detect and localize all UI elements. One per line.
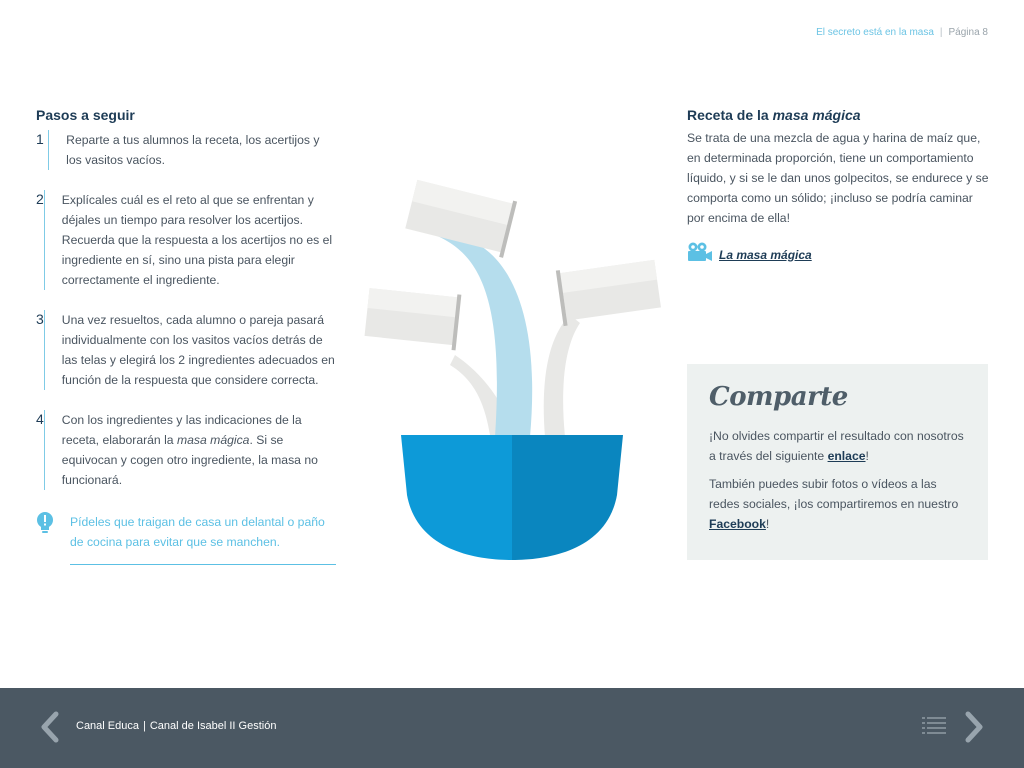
chevron-left-icon: [36, 710, 66, 744]
recipe-title-text: Receta de la: [687, 107, 773, 123]
bowl-illustration: [355, 175, 675, 565]
next-page-button[interactable]: [958, 710, 988, 744]
step-1: [36, 130, 336, 170]
share-box: [687, 364, 988, 560]
index-list-icon[interactable]: [922, 716, 946, 736]
previous-page-button[interactable]: [36, 710, 66, 744]
step-number: 1: [36, 131, 44, 147]
brand-canal-educa: Canal Educa: [76, 720, 139, 732]
lightbulb-icon: [36, 512, 70, 565]
step-text: Reparte a tus alumnos la receta, los acertijos y los vasitos vacíos.: [48, 130, 336, 170]
video-camera-icon: [687, 242, 713, 267]
share-text-part: También puedes subir fotos o vídeos a las redes sociales, ¡los compartiremos en nuestro: [709, 477, 959, 511]
share-paragraph-1: [709, 426, 966, 466]
recipe-title-emphasis: masa mágica: [772, 107, 861, 123]
step-4: [36, 410, 336, 490]
tip-text: Pídeles que traigan de casa un delantal o paño de cocina para evitar que se manchen.: [70, 512, 336, 565]
share-text-part: ¡No olvides compartir el resultado con nosotros a través del siguiente: [709, 429, 964, 463]
document-title: El secreto está en la masa: [816, 27, 934, 38]
footer-bar: [0, 688, 1024, 768]
step-text: Una vez resueltos, cada alumno o pareja pasará individualmente con los vasitos vacíos detrás de las telas y elegirá los 2 ingredientes adecuados en función de la respuesta que considere correcta.: [44, 310, 336, 390]
brand-separator: |: [143, 720, 146, 732]
tip-note: [36, 512, 336, 565]
step-2: [36, 190, 336, 290]
share-title: Comparte: [709, 382, 848, 412]
share-link[interactable]: enlace: [827, 449, 866, 463]
page-header: [816, 27, 988, 38]
video-link[interactable]: [687, 242, 992, 267]
facebook-link[interactable]: Facebook: [709, 517, 766, 531]
recipe-title: [687, 106, 992, 124]
chevron-right-icon: [958, 710, 988, 744]
step-number: 2: [36, 191, 44, 207]
step-text: Explícales cuál es el reto al que se enfrentan y déjales un tiempo para resolver los acertijos. Recuerda que la respuesta a los acertijos no es el ingrediente en sí, sino una pista para elegir correctamente el ingrediente.: [44, 190, 336, 290]
footer-brand: [76, 720, 276, 732]
share-text-part: !: [765, 517, 770, 531]
video-link-label[interactable]: La masa mágica: [719, 247, 812, 262]
share-paragraph-2: [709, 474, 966, 534]
step-text-emphasis: masa mágica: [176, 433, 250, 447]
recipe-section: [687, 106, 992, 267]
step-number: 4: [36, 411, 44, 427]
brand-canal-isabel: Canal de Isabel II Gestión: [149, 720, 277, 732]
header-separator: |: [939, 27, 943, 38]
share-text-part: !: [865, 449, 869, 463]
step-text: [44, 410, 336, 490]
step-number: 3: [36, 311, 44, 327]
step-3: [36, 310, 336, 390]
steps-section: [36, 106, 336, 565]
page-number: Página 8: [948, 27, 988, 38]
step-text-part: Con los ingredientes y las indicaciones de la receta, elaborarán la: [61, 413, 302, 447]
recipe-description: Se trata de una mezcla de agua y harina de maíz que, en determinada proporción, tiene un comportamiento líquido, y si se le dan unos golpecitos, se endurece y se comporta como un sólido; ¡incluso se podría caminar por encima de ella!: [687, 131, 989, 225]
step-text-part: . Si se equivocan y cogen otro ingrediente, la masa no funcionará.: [61, 433, 318, 487]
steps-title: Pasos a seguir: [36, 107, 135, 123]
